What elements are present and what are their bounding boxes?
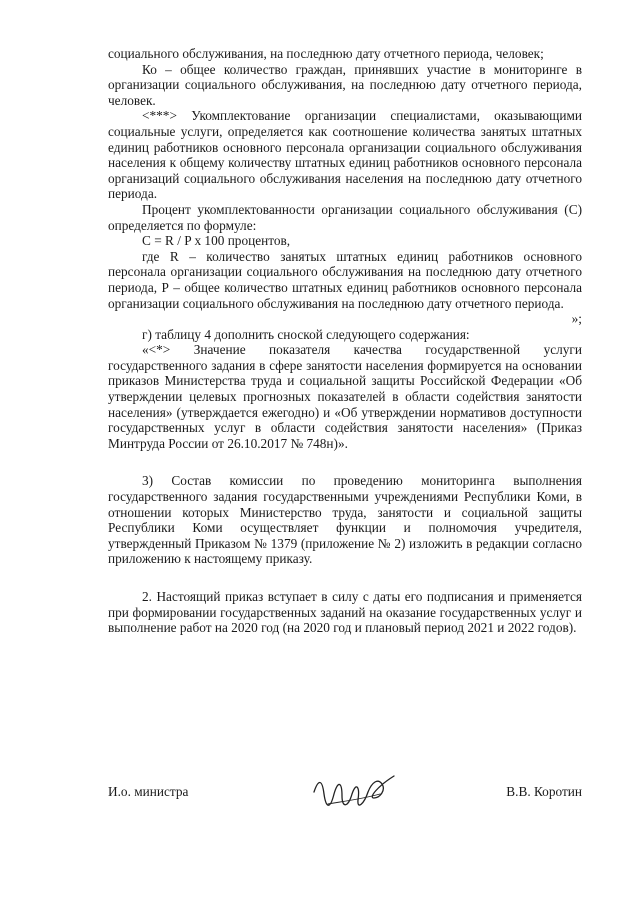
paragraph-table4-footnote: «<*> Значение показателя качества государственной услуги государственного задания в сфере занятости населения формируется на основании приказов Министерства труда и социальной защиты Российской Федерации «Об утверждении целевых прогнозных показателей в области содействия занятости населения» (утверждается ежегодно) и «Об утверждении нормативов доступности государственных услуг в области содействия занятости населения» (Приказ Минтруда России от 26.10.2017 № 748н)». xyxy=(108,342,582,451)
formula: С = R / P x 100 процентов, xyxy=(142,233,291,249)
paragraph-ko-definition: Ко – общее количество граждан, принявших участие в мониторинге в организации социального обслуживания, на последнюю дату отчетного периода, человек. xyxy=(108,61,582,108)
paragraph-table4-intro: г) таблицу 4 дополнить сноской следующего содержания: xyxy=(142,326,470,342)
signatory-name: В.В. Коротин xyxy=(506,784,582,799)
paragraph-staffing-footnote: <***> Укомплектование организации специалистами, оказывающими социальные услуги, определяется как соотношение количества занятых штатных единиц работников основного персонала организации социального обслуживания населения к общему количеству штатных единиц работников основного персонала организаций социального обслуживания населения на последнюю дату отчетного периода. xyxy=(108,108,582,202)
paragraph-formula-explanation: где R – количество занятых штатных единиц работников основного персонала организации социального обслуживания на последнюю дату отчетного периода, Р – общее количество штатных единиц работников основного персонала организации социального обслуживания на последнюю дату отчетного периода. xyxy=(108,248,582,311)
paragraph-continuation: социального обслуживания, на последнюю дату отчетного периода, человек; xyxy=(108,46,544,61)
paragraph-staffing-percent: Процент укомплектованности организации социального обслуживания (С) определяется по формуле: xyxy=(108,201,582,233)
document-body xyxy=(108,46,582,636)
paragraph-item-3: 3) Состав комиссии по проведению мониторинга выполнения государственного задания государственными учреждениями Республики Коми, в отношении которых Министерство труда, занятости и социальной защиты Республики Коми осуществляет функции и полномочия учредителя, утвержденный Приказом № 1379 (приложение № 2) изложить в редакции согласно приложению к настоящему приказу. xyxy=(108,473,582,567)
signature-block xyxy=(108,784,582,844)
closing-quote: »; xyxy=(571,311,582,327)
handwritten-signature xyxy=(308,764,400,824)
paragraph-item-2: 2. Настоящий приказ вступает в силу с даты его подписания и применяется при формировании государственных заданий на оказание государственных услуг и выполнение работ на 2020 год (на 2020 год и плановый период 2021 и 2022 годов). xyxy=(108,589,582,636)
signatory-title: И.о. министра xyxy=(108,784,189,799)
